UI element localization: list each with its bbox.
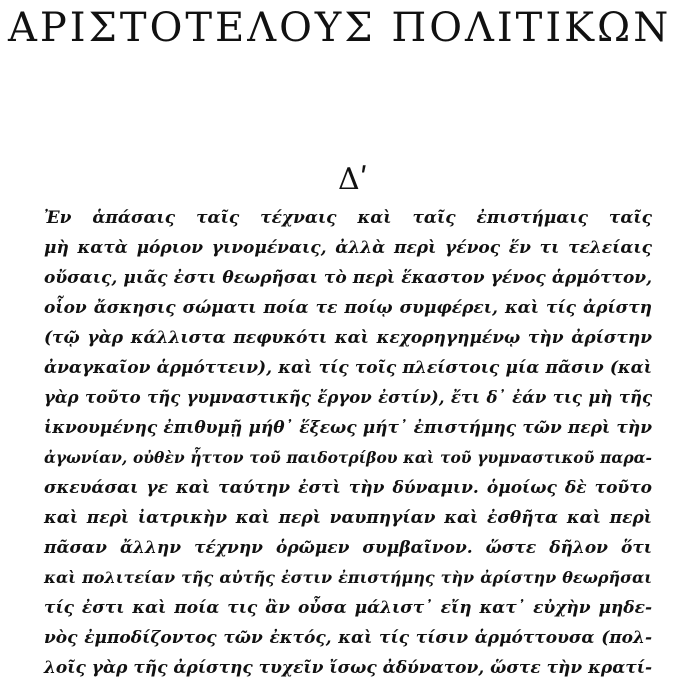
text-line: οὔσαις, μιᾶς ἐστι θεωρῆσαι τὸ περὶ ἕκαστον γένος ἁρμόττον, (44, 268, 652, 288)
body-text (44, 203, 652, 683)
text-line: σκευάσαι γε καὶ ταύτην ἐστὶ τὴν δύναμιν. ὁμοίως δὲ τοῦτο (44, 478, 652, 498)
text-line: καὶ πολιτείαν τῆς αὐτῆς ἐστιν ἐπιστήμης τὴν ἀρίστην θεωρῆσαι (44, 568, 652, 587)
text-line: οἷον ἄσκησις σώματι ποία τε ποίῳ συμφέρει, καὶ τίς ἀρίστη (44, 298, 652, 318)
text-line: πᾶσαν ἄλλην τέχνην ὁρῶμεν συμβαῖνον. ὥστε δῆλον ὅτι (44, 538, 652, 558)
text-line: (τῷ γὰρ κάλλιστα πεφυκότι καὶ κεχορηγημένῳ τὴν ἀρίστην (44, 328, 652, 348)
text-line: ἀγωνίαν, οὐθὲν ἧττον τοῦ παιδοτρίβου καὶ τοῦ γυμναστικοῦ παρα- (44, 448, 652, 467)
text-line: λοῖς γὰρ τῆς ἀρίστης τυχεῖν ἴσως ἀδύνατον, ὥστε τὴν κρατί- (44, 658, 652, 678)
text-line: γὰρ τοῦτο τῆς γυμναστικῆς ἔργον ἐστίν), ἔτι δ᾽ ἐάν τις μὴ τῆς (44, 388, 652, 407)
book-number: Δʹ (337, 162, 368, 197)
running-head: ΑΡΙΣΤΟΤΕΛΟΥΣ ΠΟΛΙΤΙΚΩΝ (8, 5, 672, 51)
text-line: ἱκνουμένης ἐπιθυμῇ μήθ᾽ ἕξεως μήτ᾽ ἐπιστήμης τῶν περὶ τὴν (44, 418, 652, 438)
text-line: καὶ περὶ ἰατρικὴν καὶ περὶ ναυπηγίαν καὶ ἐσθῆτα καὶ περὶ (44, 508, 652, 528)
text-line: μὴ κατὰ μόριον γινομέναις, ἀλλὰ περὶ γένος ἕν τι τελείαις (44, 238, 652, 258)
text-line: Ἐν ἁπάσαις ταῖς τέχναις καὶ ταῖς ἐπιστήμαις ταῖς (44, 208, 652, 228)
text-line: νὸς ἐμποδίζοντος τῶν ἐκτός, καὶ τίς τίσιν ἁρμόττουσα (πολ- (44, 628, 652, 648)
text-line: τίς ἐστι καὶ ποία τις ἂν οὖσα μάλιστ᾽ εἴη κατ᾽ εὐχὴν μηδε- (44, 598, 652, 618)
text-line: ἀναγκαῖον ἁρμόττειν), καὶ τίς τοῖς πλείστοις μία πᾶσιν (καὶ (44, 358, 652, 378)
